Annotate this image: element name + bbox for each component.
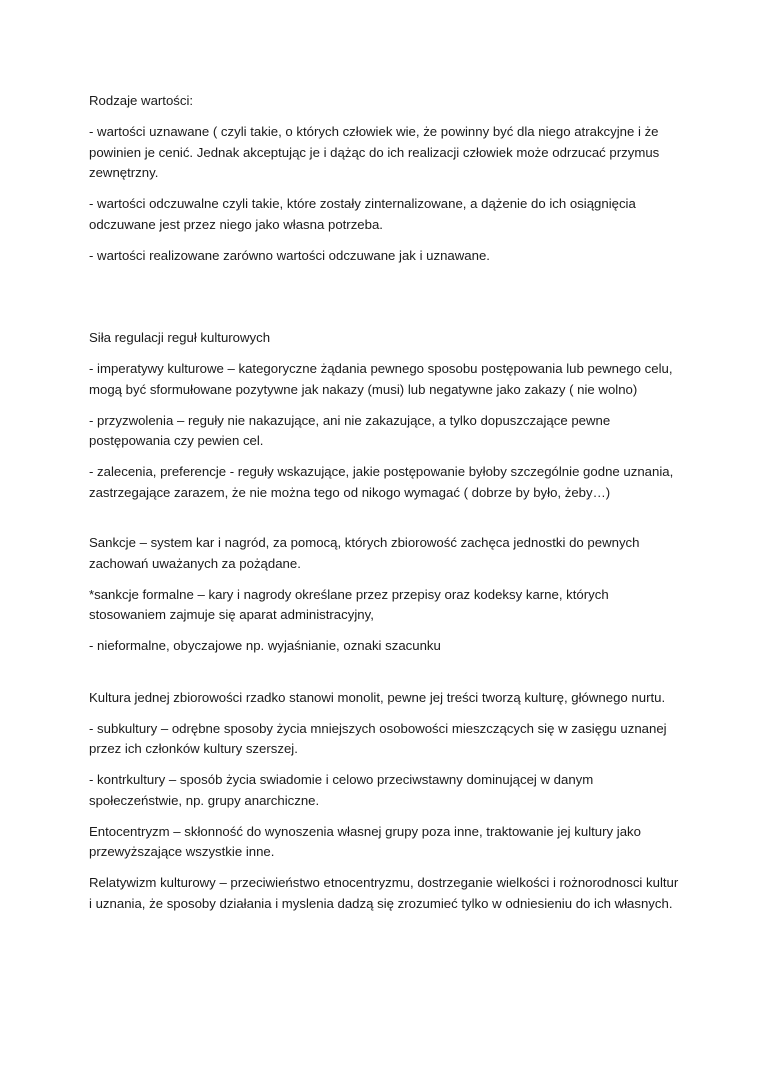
paragraph-wartosci-uznawane: - wartości uznawane ( czyli takie, o których człowiek wie, że powinny być dla niego atrakcyjne i że powinien je cenić. Jednak akceptując je i dążąc do ich realizacji człowiek może odrzucać przymus zewnętrzny.	[89, 124, 660, 180]
paragraph-sankcje: Sankcje – system kar i nagród, za pomocą, których zbiorowość zachęca jednostki do pewnych zachowań uważanych za pożądane.	[89, 535, 640, 571]
paragraph-wartosci-realizowane: - wartości realizowane zarówno wartości odczuwane jak i uznawane.	[89, 247, 490, 263]
paragraph-subkultury: - subkultury – odrębne sposoby życia mniejszych osobowości mieszczących się w zasięgu uznanej przez ich członków kultury szerszej.	[89, 720, 667, 756]
paragraph-zalecenia: - zalecenia, preferencje - reguły wskazujące, jakie postępowanie byłoby szczególnie godne uznania, zastrzegające zarazem, że nie można tego od nikogo wymagać ( dobrze by było, żeby…)	[89, 464, 674, 500]
heading-rodzaje-wartosci: Rodzaje wartości:	[89, 93, 194, 108]
paragraph-sankcje-nieformalne: - nieformalne, obyczajowe np. wyjaśnianie, oznaki szacunku	[89, 638, 441, 653]
paragraph-kultura-monolit: Kultura jednej zbiorowości rzadko stanowi monolit, pewne jej treści tworzą kulturę, głównego nurtu.	[89, 689, 666, 705]
paragraph-wartosci-odczuwalne: - wartości odczuwalne czyli takie, które zostały zinternalizowane, a dążenie do ich osiągnięcia odczuwane jest przez niego jako własna potrzeba.	[89, 196, 636, 232]
paragraph-sankcje-formalne: *sankcje formalne – kary i nagrody określane przez przepisy oraz kodeksy karne, których stosowaniem zajmuje się aparat administracyjny,	[89, 586, 609, 622]
paragraph-przyzwolenia: - przyzwolenia – reguły nie nakazujące, ani nie zakazujące, a tylko dopuszczające pewne postępowania czy pewien cel.	[89, 412, 611, 448]
paragraph-kontrkultury: - kontrkultury – sposób życia swiadomie i celowo przeciwstawny dominującej w danym społeczeństwie, np. grupy anarchiczne.	[89, 772, 594, 808]
document-body	[89, 91, 679, 925]
heading-sila-regulacji: Siła regulacji reguł kulturowych	[89, 330, 271, 345]
paragraph-imperatywy: - imperatywy kulturowe – kategoryczne żądania pewnego sposobu postępowania lub pewnego celu, mogą być sformułowane pozytywne jak nakazy (musi) lub negatywne jako zakazy ( nie wolno)	[89, 361, 673, 397]
paragraph-entocentryzm: Entocentryzm – skłonność do wynoszenia własnej grupy poza inne, traktowanie jej kultury jako przewyższające wszystkie inne.	[89, 823, 641, 859]
paragraph-relatywizm: Relatywizm kulturowy – przeciwieństwo etnocentryzmu, dostrzeganie wielkości i rożnorodnosci kultur i uznania, że sposoby działania i myslenia dadzą się zrozumieć tylko w odniesieniu do ich własnych.	[89, 875, 679, 911]
